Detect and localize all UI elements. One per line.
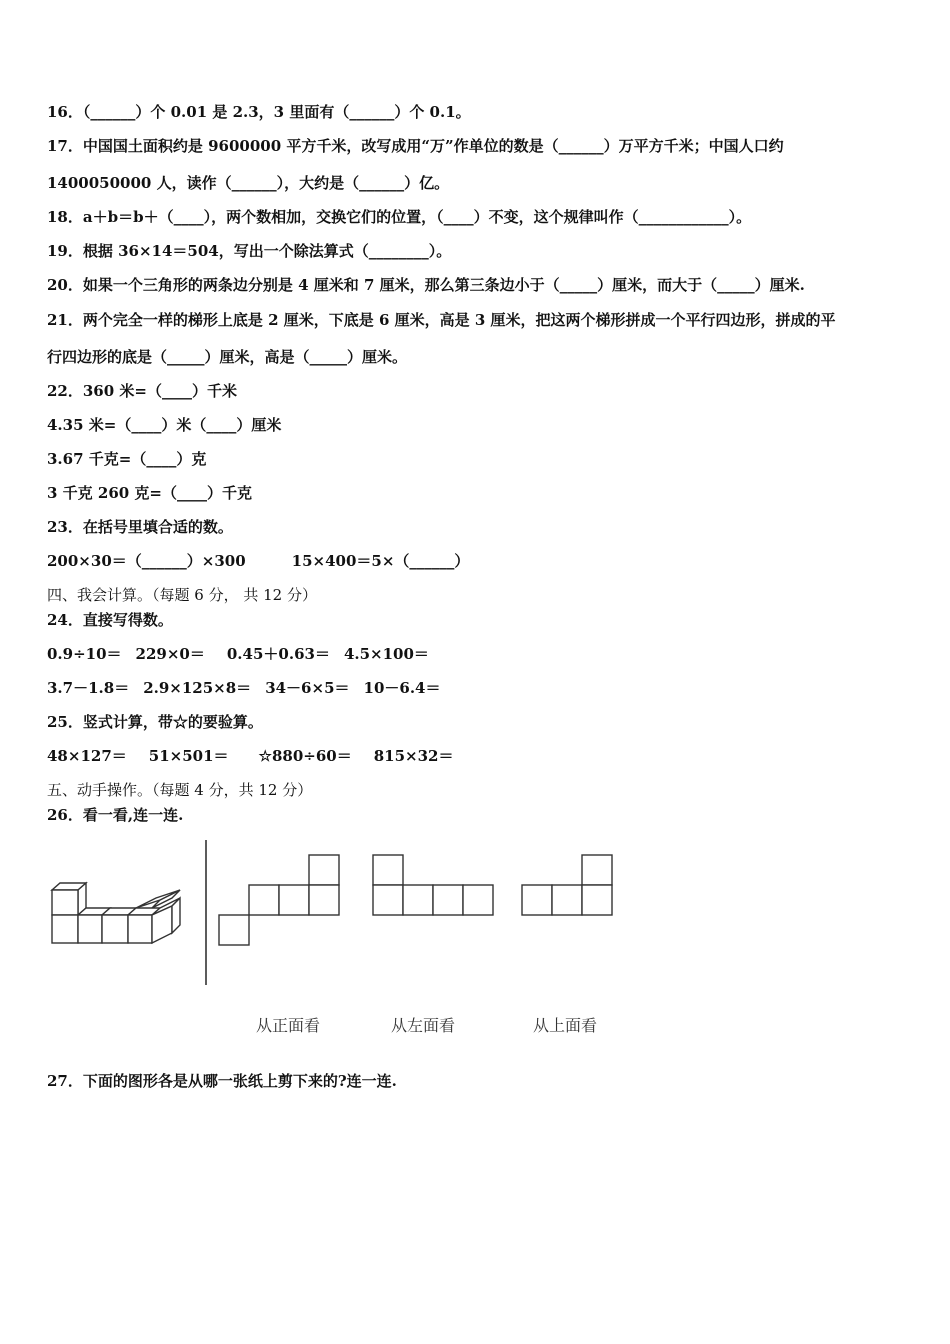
calc-item: 34－6×5＝: [265, 679, 350, 697]
question-23-expressions: [47, 551, 469, 571]
calc-item: 10－6.4＝: [363, 679, 441, 697]
question-22-line4: 3 千克 260 克=（____）千克: [47, 484, 252, 502]
question-21-line2: 行四边形的底是（_____）厘米，高是（_____）厘米。: [47, 348, 408, 366]
view-shape-1: [218, 854, 342, 946]
section-5-heading: 五、动手操作。（每题 4 分，共 12 分）: [47, 781, 313, 799]
question-21-line1: 21．两个完全一样的梯形上底是 2 厘米，下底是 6 厘米，高是 3 厘米，把这两个梯形拼成一个平行四边形，拼成的平: [47, 311, 836, 329]
caption-top-view: 从上面看: [533, 1016, 598, 1035]
vertical-divider: [202, 840, 210, 985]
question-22-line2: 4.35 米=（____）米（____）厘米: [47, 416, 282, 434]
question-24-row2: [47, 678, 441, 698]
calc-item: 815×32＝: [373, 747, 454, 765]
calc-item: 2.9×125×8＝: [143, 679, 252, 697]
question-26-title: 26．看一看,连一连.: [47, 806, 184, 824]
calc-item: 0.45＋0.63＝: [226, 645, 330, 663]
calc-item: 51×501＝: [148, 747, 229, 765]
caption-front-view: 从正面看: [256, 1016, 321, 1035]
question-20: 20．如果一个三角形的两条边分别是 4 厘米和 7 厘米，那么第三条边小于（_____）厘米，而大于（_____）厘米.: [47, 276, 805, 294]
calc-item: 0.9÷10＝: [47, 645, 122, 663]
calc-item: 48×127＝: [47, 747, 127, 765]
cube-arrangement-figure: [44, 878, 188, 950]
calc-item: 229×0＝: [135, 645, 205, 663]
calc-item: 4.5×100＝: [343, 645, 429, 663]
question-24-title: 24．直接写得数。: [47, 611, 173, 629]
question-17-line2: 1400050000 人，读作（______），大约是（______）亿。: [47, 174, 450, 192]
view-shape-2: [372, 854, 496, 916]
question-19: 19．根据 36×14＝504，写出一个除法算式（________）。: [47, 242, 452, 260]
question-23-title: 23．在括号里填合适的数。: [47, 518, 233, 536]
question-16: 16．（______）个 0.01 是 2.3，3 里面有（______）个 0.1。: [47, 103, 471, 121]
question-25-title: 25．竖式计算，带☆的要验算。: [47, 713, 263, 731]
question-18: 18．a＋b＝b＋（____），两个数相加，交换它们的位置，（____）不变，这个规律叫作（____________）。: [47, 208, 752, 226]
view-shape-3: [521, 854, 615, 916]
question-25-row: [47, 746, 454, 766]
question-17-line1: 17．中国国土面积约是 9600000 平方千米，改写成用“万”作单位的数是（______）万平方千米；中国人口约: [47, 137, 784, 155]
question-27: 27．下面的图形各是从哪一张纸上剪下来的?连一连.: [47, 1072, 397, 1090]
question-22-line1: 22．360 米=（____）千米: [47, 382, 237, 400]
question-22-line3: 3.67 千克=（____）克: [47, 450, 207, 468]
section-4-heading: 四、我会计算。（每题 6 分， 共 12 分）: [47, 586, 317, 604]
caption-left-view: 从左面看: [391, 1016, 456, 1035]
question-23-expr2: 15×400＝5×（______）: [291, 552, 470, 570]
calc-item: 3.7－1.8＝: [47, 679, 130, 697]
question-24-row1: [47, 644, 429, 664]
calc-item: ☆880÷60＝: [258, 747, 352, 765]
question-23-expr1: 200×30＝（______）×300: [47, 552, 246, 570]
